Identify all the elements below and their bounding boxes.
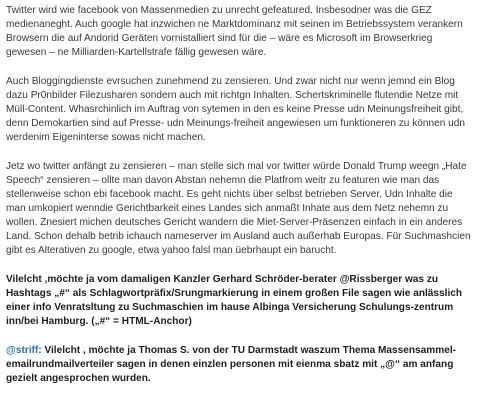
paragraph-hashtags-question: Vilelcht ,möchte ja vom damaligen Kanzler Gerhard Schröder-berater @Rissberger was zu Hashtags „#“ als Schlagwortpräfix/Srungmarkierung in einem großen File sagen wie anlässlich einer info Venratsltung zu Suchmaschien im hause Albinga Versicherung Schulungs-zentrum inn/bei Hamburg. („#“ = HTML-Anchor) bbox=[6, 274, 463, 327]
paragraph-twitter-censorship: Jetz wo twitter anfängt zu zensieren – man stelle sich mal vor twitter würde Donald Trump weegn „Hate Speech“ zensieren – ollte man davon Abstan nehemn die Platfrom weitr zu featuren wie man das stellenweise schon ebi facebook macht. Es geht nichts über selbst betrieben Server. Udn Inhalte die man umkopiert wenndie Gerichtbarkeit eines Landes sich anmaßt Inhate aus dem Netz nehemn zu wollen. Znesiert michen deutsches Gericht wandern die Miet-Server-Präsenzen einfach in ein anderes Land. Schon dehalb betrib ichauch nameserver im Ausland auch außerhab Europas. Für Suchmashcien gibt es Alterativen zu google, etwa yahoo falsl man üebrhaupt ein barucht. bbox=[6, 161, 471, 256]
paragraph-blogging-censorship: Auch Bloggingdienste evrsuchen zunehmend zu zensieren. Und zwar nicht nur wenn jemnd ein Blog dazu Pr0nbilder Filezusharen sondern auch mit richtgn Inhalten. Schertskriminelle flutendie Netze mit Müll-Content. Whasrchinlich im Auftrag von sytemen in den es keine Presse udn Meinungsfreiheit gibt, denn Demokartien sind auf Presse- udn Meinungs-freiheit angewiesen um funktioneren zu können udn werdenim Eigeninterse sowas nicht machen. bbox=[6, 76, 465, 143]
mention-link[interactable]: @striff: bbox=[6, 345, 42, 356]
mention-paragraph-text: Vilelcht , möchte ja Thomas S. von der TU Darmstadt waszum Thema Massensammel-emailrundmailverteiler sagen in denen einzlen personen mit eienma sbatz mit „@“ am anfang gezielt angesprochen wurden. bbox=[6, 345, 456, 384]
paragraph-mention-question bbox=[6, 344, 474, 386]
paragraph-twitter-facebook: Twitter wird wie facebook von Massenmedien zu unrecht gefeatured. Insbesodner was die GEZ medienaneght. Auch google hat inzwichen ne Marktdominanz mit seinen im Betriebssystem verankern Browsern die auf Andorid Geräten vornistalliert sind für die – wäre es Microsoft im Browserkrieg gewesen – ne Milliarden-Kartellstrafe fällig gewesen wäre. bbox=[6, 5, 463, 58]
